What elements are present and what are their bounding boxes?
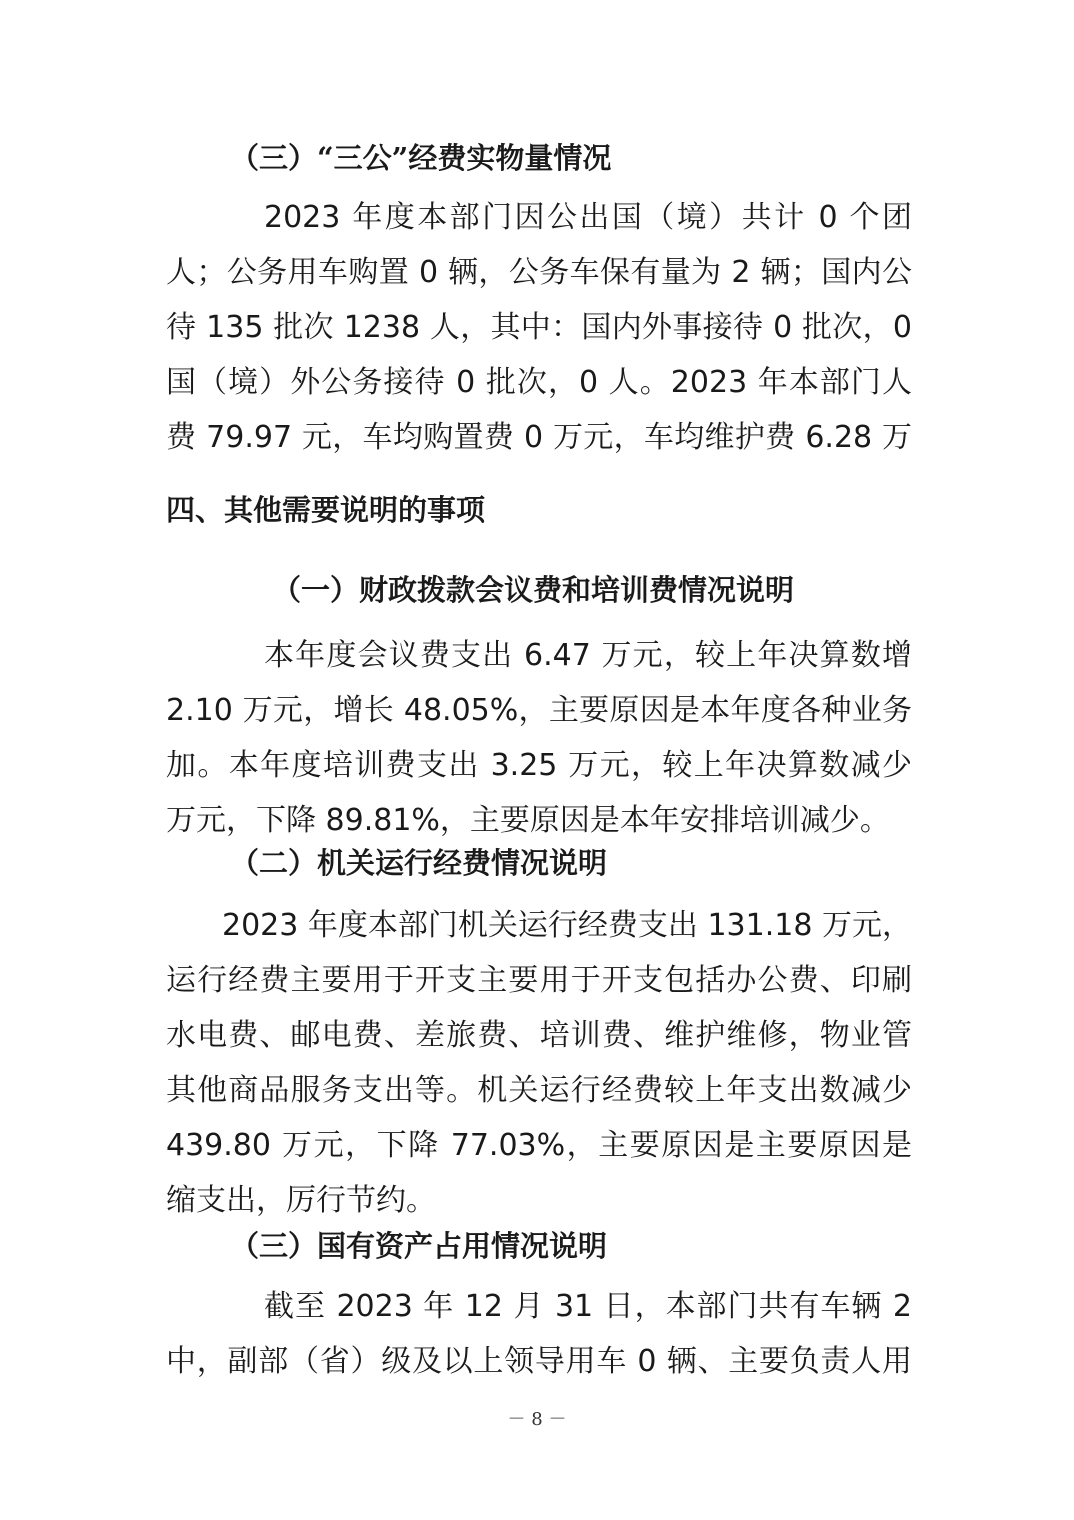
paragraph-line: 439.80 万元，下降 77.03%，主要原因是主要原因是 xyxy=(166,1128,912,1163)
section-heading-operating-expenses: （二）机关运行经费情况说明 xyxy=(230,846,608,880)
paragraph-line: 其他商品服务支出等。机关运行经费较上年支出数减少 xyxy=(166,1073,912,1108)
paragraph-line: 2.10 万元，增长 48.05%，主要原因是本年度各种业务 xyxy=(166,693,912,728)
paragraph-line: 中，副部（省）级及以上领导用车 0 辆、主要负责人用 xyxy=(166,1344,912,1379)
page-number: － 8 － xyxy=(507,1409,567,1430)
paragraph-line: 截至 2023 年 12 月 31 日，本部门共有车辆 2 xyxy=(264,1289,912,1324)
paragraph-line: 缩支出，厉行节约。 xyxy=(166,1183,436,1218)
paragraph-line: 水电费、邮电费、差旅费、培训费、维护维修，物业管 xyxy=(166,1018,912,1053)
section-heading-state-assets: （三）国有资产占用情况说明 xyxy=(230,1229,608,1263)
section-heading-meeting-training: （一）财政拨款会议费和培训费情况说明 xyxy=(272,573,795,607)
paragraph-line: 万元，下降 89.81%，主要原因是本年安排培训减少。 xyxy=(166,803,890,838)
paragraph-line: 加。本年度培训费支出 3.25 万元，较上年决算数减少 xyxy=(166,748,912,783)
paragraph-line: 2023 年度本部门因公出国（境）共计 0 个团 xyxy=(264,200,912,235)
paragraph-line: 人；公务用车购置 0 辆，公务车保有量为 2 辆；国内公 xyxy=(166,255,912,290)
paragraph-line: 待 135 批次 1238 人，其中：国内外事接待 0 批次，0 xyxy=(166,310,912,345)
paragraph-line: 运行经费主要用于开支主要用于开支包括办公费、印刷 xyxy=(166,963,912,998)
paragraph-line: 国（境）外公务接待 0 批次，0 人。2023 年本部门人 xyxy=(166,365,912,400)
paragraph-line: 2023 年度本部门机关运行经费支出 131.18 万元， xyxy=(222,908,912,943)
paragraph-line: 费 79.97 元，车均购置费 0 万元，车均维护费 6.28 万 xyxy=(166,420,912,455)
paragraph-line: 本年度会议费支出 6.47 万元，较上年决算数增 xyxy=(264,638,912,673)
section-heading-other-matters: 四、其他需要说明的事项 xyxy=(166,493,486,527)
section-heading-sangong-quantity: （三）“三公”经费实物量情况 xyxy=(230,141,612,175)
